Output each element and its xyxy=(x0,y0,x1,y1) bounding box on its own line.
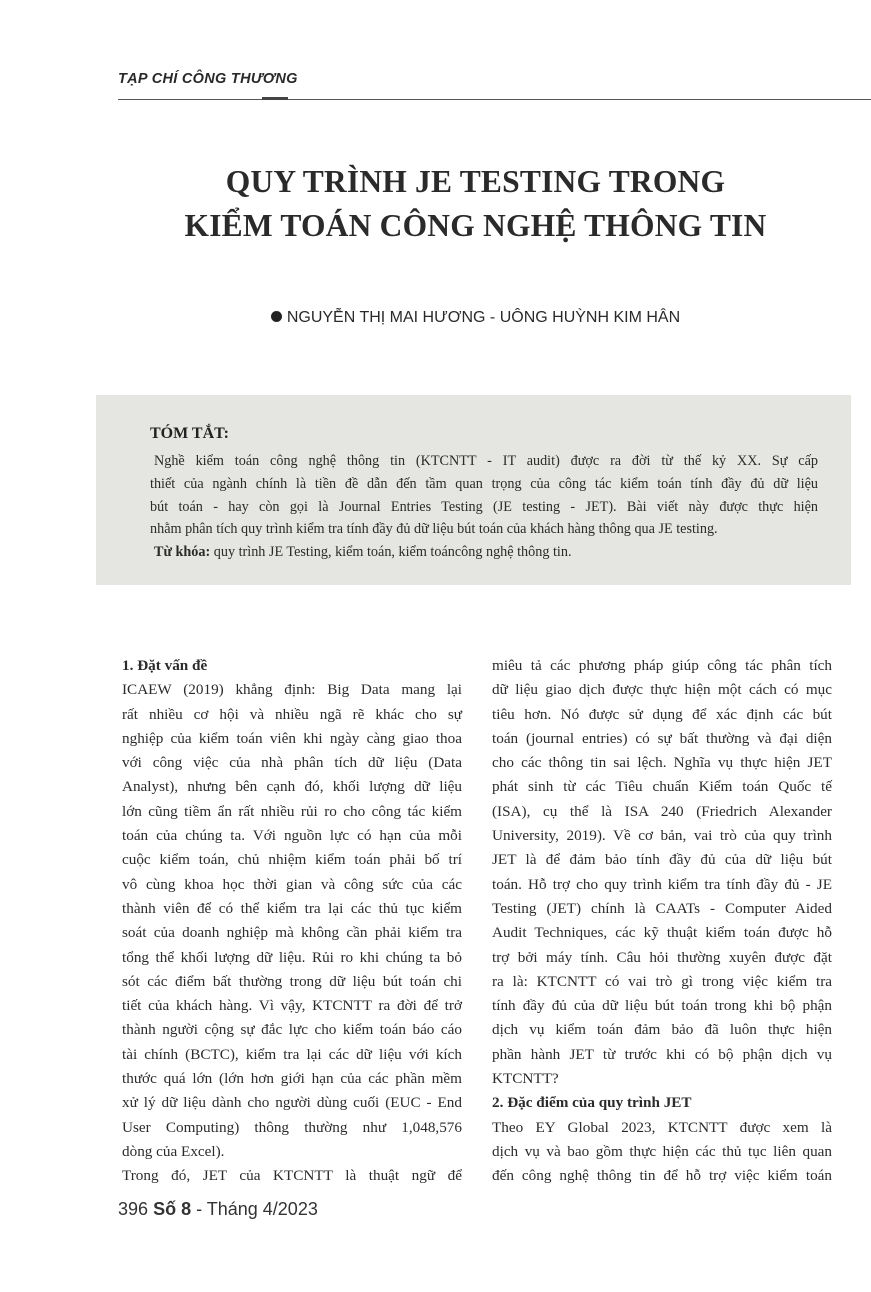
abstract-line: thiết của ngành chính là tiền đề dẫn đến tầm quan trọng của công tác kiểm toán tính đầy đủ dữ liệu xyxy=(150,475,818,492)
text-line: Theo EY Global 2023, KTCNTT được xem là xyxy=(492,1118,832,1136)
left-para-1 xyxy=(122,678,462,1164)
article-title xyxy=(118,160,833,248)
text-line: toán. Hỗ trợ cho quy trình kiểm tra tính đầy đủ - JE xyxy=(492,875,832,893)
text-line: nghiệp của kiểm toán viên khi ngày càng giao thoa xyxy=(122,729,462,747)
left-column xyxy=(122,654,462,1189)
text-line: KTCNTT? xyxy=(492,1070,559,1088)
text-line: Audit Techniques, các kỹ thuật kiểm toán được hỗ xyxy=(492,924,832,942)
text-line: tiêu hơn. Nó được sử dụng để xác định các bút xyxy=(492,705,832,723)
text-line: dịch vụ kiểm toán đảm bảo đã luôn thực hiện xyxy=(492,1021,832,1039)
text-line: University, 2019). Về cơ bản, vai trò của quy trình xyxy=(492,827,832,845)
text-line: cho các thông tin sai lệch. Nghĩa vụ thực hiện JET xyxy=(492,754,832,772)
text-line: ra là: KTCNTT có vai trò gì trong việc kiểm tra xyxy=(492,972,832,990)
text-line: xử lý dữ liệu dành cho người dùng cuối (EUC - End xyxy=(122,1094,462,1112)
text-line: phần hành JET từ trước khi có bộ phận dịch vụ xyxy=(492,1045,832,1063)
text-line: phát sinh từ các Tiêu chuẩn Kiểm toán Quốc tế xyxy=(492,778,832,796)
header-rule-accent xyxy=(262,97,288,100)
right-para-1 xyxy=(492,654,832,1091)
text-line: thước quá lớn (lớn hơn giới hạn của các phần mềm xyxy=(122,1070,462,1088)
bullet-icon xyxy=(271,311,282,322)
page-number: 396 xyxy=(118,1199,149,1219)
text-line: dòng của Excel). xyxy=(122,1142,225,1160)
left-para-2-line: Trong đó, JET của KTCNTT là thuật ngữ để xyxy=(122,1167,462,1185)
text-line: dịch vụ và bao gồm thực hiện các thủ tục liên quan xyxy=(492,1142,832,1160)
text-line: dữ liệu giao dịch được thực hiện một cách có mục xyxy=(492,681,832,699)
keywords-text: quy trình JE Testing, kiểm toán, kiểm toáncông nghệ thông tin. xyxy=(210,544,572,561)
text-line: sót các điểm bất thường trong dữ liệu bút toán chi xyxy=(122,972,462,990)
right-para-2 xyxy=(492,1116,832,1189)
text-line: thành viên để có thể kiểm tra lại các thủ tục kiểm xyxy=(122,899,462,917)
text-line: lớn cũng tiềm ẩn rất nhiều rủi ro cho công tác kiểm xyxy=(122,802,462,820)
section-2-heading: 2. Đặc điểm của quy trình JET xyxy=(492,1094,692,1112)
text-line: thành người cộng sự đắc lực cho kiểm toán báo cáo xyxy=(122,1021,462,1039)
abstract-heading: TÓM TẮT: xyxy=(150,425,229,442)
text-line: toán (journal entries) có sự bất thường và đại diện xyxy=(492,729,832,747)
abstract-keywords xyxy=(150,541,818,564)
issue-date: - Tháng 4/2023 xyxy=(191,1199,318,1219)
text-line: tính đầy đủ của dữ liệu bút toán trong khi bộ phận xyxy=(492,997,832,1015)
text-line: tiết của khách hàng. Vì vậy, KTCNTT ra đời để trở xyxy=(122,997,462,1015)
text-line: tổng thể khối lượng dữ liệu. Rủi ro khi chúng ta bỏ xyxy=(122,948,462,966)
text-line: miêu tả các phương pháp giúp công tác phân tích xyxy=(492,657,832,674)
issue-label: Số 8 xyxy=(153,1199,192,1219)
authors xyxy=(118,309,833,327)
text-line: với công việc của nhà phân tích dữ liệu (Data xyxy=(122,754,462,772)
text-line: rất nhiều cơ hội và nhiều ngã rẽ khác cho sự xyxy=(122,705,462,723)
text-line: cuộc kiểm toán, chủ nhiệm kiểm toán phải bố trí xyxy=(122,851,462,869)
authors-text: NGUYỄN THỊ MAI HƯƠNG - UÔNG HUỲNH KIM HÂN xyxy=(286,309,681,326)
abstract-line: nhằm phân tích quy trình kiểm tra tính đầy đủ dữ liệu bút toán của khách hàng thông qua JE testing. xyxy=(150,521,718,538)
text-line: JET là để đảm bảo tính đầy đủ của dữ liệu bút xyxy=(492,851,832,869)
title-line-2: KIỂM TOÁN CÔNG NGHỆ THÔNG TIN xyxy=(184,208,767,243)
text-line: toán của chúng ta. Với nguồn lực có hạn của mỗi xyxy=(122,827,462,845)
abstract-text xyxy=(150,450,818,564)
text-line: đến công nghệ thông tin để hỗ trợ việc kiểm toán xyxy=(492,1167,832,1185)
page-footer xyxy=(118,1199,318,1220)
right-column xyxy=(492,654,832,1189)
header-rule xyxy=(118,99,871,100)
text-line: vô cùng khoa học thời gian và công sức của các xyxy=(122,875,462,893)
text-line: Analyst), nhưng bên cạnh đó, khối lượng dữ liệu xyxy=(122,778,462,796)
abstract-line: bút toán - hay còn gọi là Journal Entries Testing (JE testing - JET). Bài viết này được thực hiện xyxy=(150,498,818,515)
abstract-line: Nghề kiểm toán công nghệ thông tin (KTCNTT - IT audit) được ra đời từ thế kỷ XX. Sự cấp xyxy=(154,453,818,469)
text-line: soát của doanh nghiệp mà không cần phải kiểm tra xyxy=(122,924,462,942)
section-1-heading: 1. Đặt vấn đề xyxy=(122,657,208,674)
title-line-1: QUY TRÌNH JE TESTING TRONG xyxy=(225,164,726,199)
text-line: Testing (JET) chính là CAATs - Computer Aided xyxy=(492,899,832,917)
text-line: User Computing) thông thường như 1,048,576 xyxy=(122,1118,462,1136)
text-line: (ISA), cụ thể là ISA 240 (Friedrich Alexander xyxy=(492,802,832,820)
keywords-label: Từ khóa: xyxy=(154,544,211,561)
text-line: tài chính (BCTC), kiểm tra lại các dữ liệu với kích xyxy=(122,1045,462,1063)
journal-name: TẠP CHÍ CÔNG THƯƠNG xyxy=(118,71,298,87)
text-line: ICAEW (2019) khẳng định: Big Data mang lại xyxy=(122,681,462,699)
text-line: trợ bởi máy tính. Câu hỏi thường xuyên được đặt xyxy=(492,948,832,966)
